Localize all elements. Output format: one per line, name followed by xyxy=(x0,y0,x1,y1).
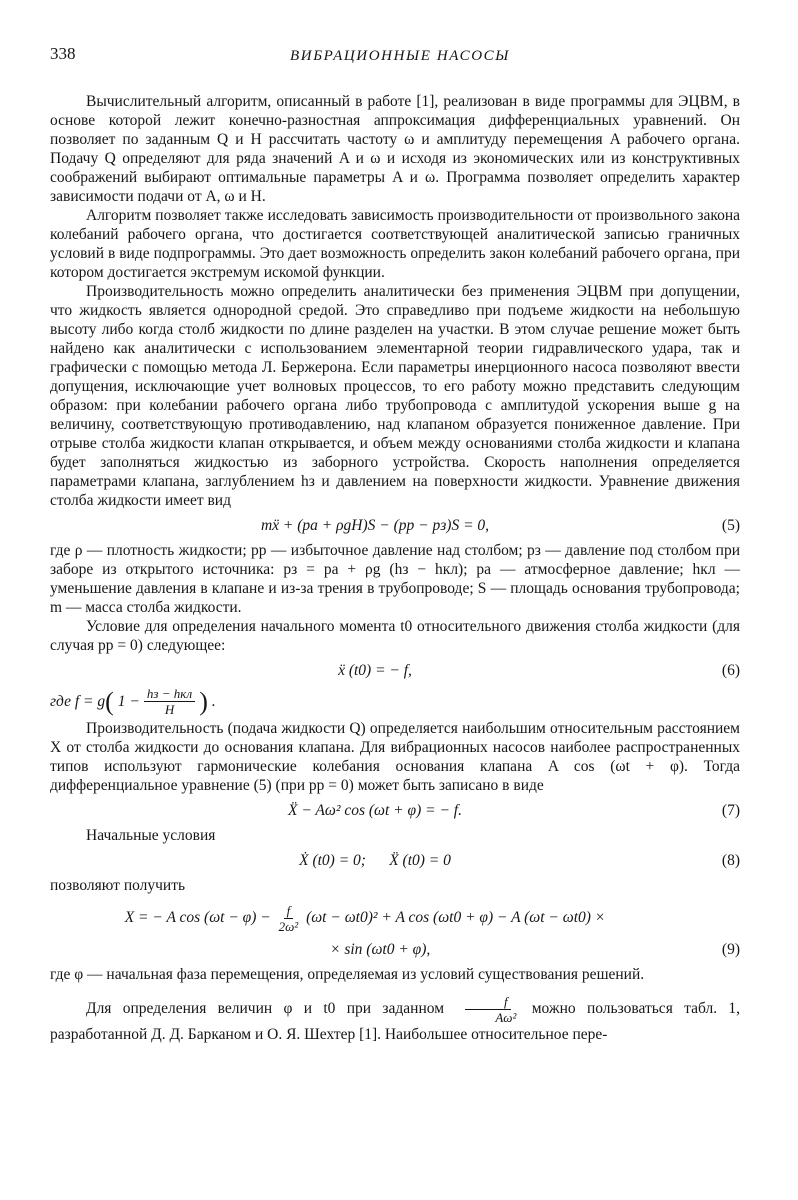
equation-6-body: ẍ (t0) = − f, xyxy=(338,662,412,679)
equation-6-definition xyxy=(50,686,740,717)
running-title: ВИБРАЦИОННЫЕ НАСОСЫ xyxy=(290,48,510,64)
fraction-denominator: H xyxy=(164,702,175,717)
fraction-denominator: Aω² xyxy=(495,1010,517,1025)
page-header xyxy=(50,44,750,74)
fraction-denominator: 2ω² xyxy=(278,919,299,934)
page-number: 338 xyxy=(50,44,76,63)
paragraph-productivity: Производительность (подача жидкости Q) определяется наибольшим относительным расстоянием X от столба жидкости до основания клапана. Для вибрационных насосов наиболее распространенных типов используют гармонические колебания основания клапана A cos (ωt + φ). Тогда дифференциальное уравнение (5) (при pр = 0) может быть записано в виде xyxy=(50,720,740,794)
paragraph-initial-conditions: Начальные условия xyxy=(86,827,216,844)
paragraph-allow-obtain: позволяют получить xyxy=(50,877,186,894)
equation-8-body: Ẋ (t0) = 0; Ẍ (t0) = 0 xyxy=(299,852,451,869)
paragraph-notation: где ρ — плотность жидкости; pр — избыточное давление над столбом; pз — давление под столбом при заборе из открытого источника: pз = pа + ρg (hз − hкл); pа — атмосферное давление; hкл — уменьшение давления в клапане и из-за трения в трубопроводе; S — площадь основания трубопровода; m — масса столба жидкости. xyxy=(50,542,740,616)
equation-9 xyxy=(50,903,740,959)
equation-5-number: (5) xyxy=(721,517,740,534)
paragraph-analytic-method: Производительность можно определить аналитически без применения ЭЦВМ при допущении, что жидкость является однородной средой. Это справедливо при подъеме жидкости на небольшую высоту либо когда столб жидкости по длине разделен на участки. В этом случае решение может быть найдено как аналитически с использованием элементарной теории гидравлического удара, так и графически с помощью метода Л. Бержерона. Если параметры инерционного насоса позволяют ввести допущения, исключающие учет волновых процессов, то его работу можно представить следующим образом: при колебании рабочего органа либо трубопровода с амплитудой ускорения выше g на величину, соответствующую противодавлению, над клапаном образуется пониженное давление. При отрыве столба жидкости клапан открывается, и объем между основаниями столба жидкости и клапана будет заполняться жидкостью из заборного устройства. Скорость наполнения определяется параметрами клапана, заглублением hз и давлением на поверхности жидкости. Уравнение движения столба жидкости имеет вид xyxy=(50,283,740,509)
fraction-numerator: f xyxy=(465,994,511,1010)
equation-8 xyxy=(50,851,740,870)
fraction-numerator: f xyxy=(284,903,294,919)
equation-6-number: (6) xyxy=(721,662,740,679)
equation-9-continuation: × sin (ωt0 + φ), xyxy=(330,941,431,958)
fraction-numerator: hз − hкл xyxy=(144,686,195,702)
equation-6-fraction xyxy=(144,686,195,717)
paragraph-algorithm: Вычислительный алгоритм, описанный в работе [1], реализован в виде программы для ЭЦВМ, в основе которой лежит конечно-разностная аппроксимация дифференциальных уравнений. Он позволяет по заданным Q и H рассчитать частоту ω и амплитуду перемещения A рабочего органа. Подачу Q определяют для ряда значений A и ω и исходя из экономических или из конструктивных соображений выбирают оптимальные параметры A и ω. Программа позволяет определить характер зависимости подачи от A, ω и H. xyxy=(50,93,740,205)
right-paren: ) xyxy=(199,687,208,716)
equation-9-line-1 xyxy=(50,903,740,934)
equation-5 xyxy=(50,516,740,535)
equation-6 xyxy=(50,661,740,680)
paragraph-table-reference xyxy=(50,994,740,1044)
spacer xyxy=(50,984,740,994)
paragraph-algorithm-extension: Алгоритм позволяет также исследовать зависимость производительности от произвольного закона колебаний рабочего органа, что достигается соответствующей аналитической записью граничных условий в виде подпрограммы. Это дает возможность определить закон колебаний рабочего органа, при котором достигается экстремум искомой функции. xyxy=(50,207,740,281)
equation-7 xyxy=(50,801,740,820)
equation-5-body: mẍ + (pа + ρgH)S − (pр − pз)S = 0, xyxy=(260,517,490,534)
equation-7-body: Ẍ − Aω² cos (ωt + φ) = − f. xyxy=(288,802,462,819)
equation-9-number: (9) xyxy=(721,941,740,958)
equation-9-line-2 xyxy=(50,940,740,959)
body-text xyxy=(50,92,740,1044)
equation-9-fraction xyxy=(279,903,299,934)
table-ref-part-a: Для определения величин φ и t0 при заданном xyxy=(86,1000,445,1018)
paragraph-initial-moment: Условие для определения начального момента t0 относительного движения столба жидкости (для случая pр = 0) следующее: xyxy=(50,618,740,654)
table-ref-part-b: можно пользоваться табл. 1, разработанной Д. Д. Барканом и О. Я. Шехтер [1]. Наибольшее относительное пере- xyxy=(50,1000,741,1043)
period: . xyxy=(211,693,216,710)
equation-6-where-prefix: где f = g xyxy=(50,693,106,710)
left-paren: ( xyxy=(105,687,114,716)
paragraph-phase: где φ — начальная фаза перемещения, определяемая из условий существования решений. xyxy=(50,966,645,983)
equation-6-where-one: 1 − xyxy=(117,693,140,710)
equation-9-part-b: (ωt − ωt0)² + A cos (ωt0 + φ) − A (ωt − ωt0) × xyxy=(306,909,606,927)
table-ref-fraction xyxy=(459,994,516,1025)
equation-9-part-a: X = − A cos (ωt − φ) − xyxy=(124,909,271,927)
equation-7-number: (7) xyxy=(721,802,740,819)
equation-8-number: (8) xyxy=(721,852,740,869)
